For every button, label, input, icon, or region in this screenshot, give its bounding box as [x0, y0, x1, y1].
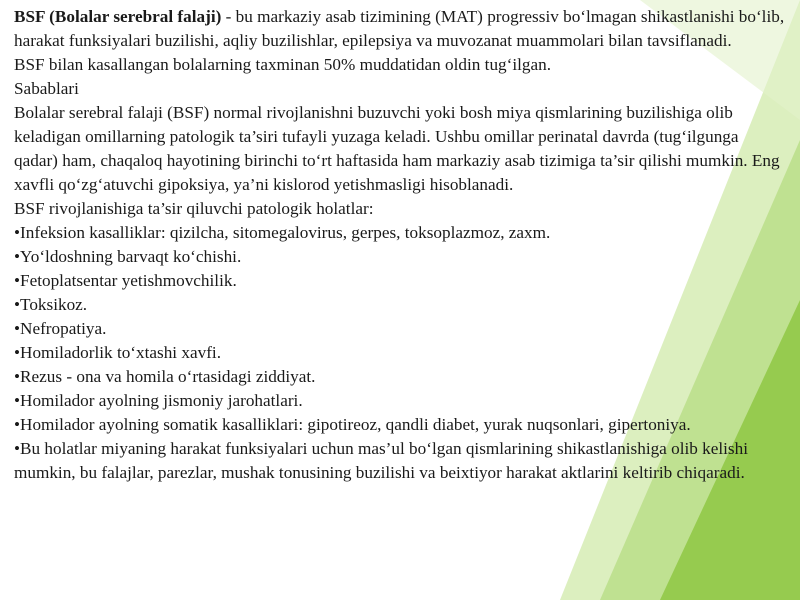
causes-heading: Sabablari [14, 79, 79, 98]
condition-item: • Yo‘ldoshning barvaqt ko‘chishi. [14, 245, 786, 269]
term-definition: - bu markaziy asab tizimining (MAT) progressiv bo‘lmagan shikastlanishi bo‘lib, harakat funksiyalari buzilishi, aqliy buzilishlar, epilepsiya va muvozanat muammolari bilan tavsiflanadi. [14, 7, 785, 50]
condition-item: • Homiladorlik to‘xtashi xavfi. [14, 341, 786, 365]
closing-paragraph: • Bu holatlar miyaning harakat funksiyalari uchun mas’ul bo‘lgan qismlarining shikastlanishiga olib kelishi mumkin, bu falajlar, parezlar, mushak tonusining buzilishi va beixtiyor harakat aktlarini keltirib chiqaradi. [14, 437, 786, 485]
causes-paragraph: Bolalar serebral falaji (BSF) normal rivojlanishni buzuvchi yoki bosh miya qismlarining buzilishiga olib keladigan omillarning patologik ta’siri tufayli yuzaga keladi. Ushbu omillar perinatal davrda (tug‘ilgunga qadar) ham, chaqaloq hayotining birinchi to‘rt haftasida ham markaziy asab tizimiga ta’sir qilishi mumkin. Eng xavfli qo‘zg‘atuvchi gipoksiya, ya’ni kislorod yetishmasligi hisoblanadi. [14, 103, 780, 194]
conditions-heading: BSF rivojlanishiga ta’sir qiluvchi patologik holatlar: [14, 199, 374, 218]
condition-item: • Rezus - ona va homila o‘rtasidagi ziddiyat. [14, 365, 786, 389]
term-title: BSF (Bolalar serebral falaji) [14, 7, 222, 26]
condition-item: • Toksikoz. [14, 293, 786, 317]
condition-item: • Nefropatiya. [14, 317, 786, 341]
condition-item: • Homilador ayolning somatik kasalliklari: gipotireoz, qandli diabet, yurak nuqsonlari, gipertoniya. [14, 413, 786, 437]
intro-paragraph [14, 5, 786, 53]
condition-item: • Fetoplatsentar yetishmovchilik. [14, 269, 786, 293]
condition-item: • Homilador ayolning jismoniy jarohatlari. [14, 389, 786, 413]
statistic-line: BSF bilan kasallangan bolalarning taxminan 50% muddatidan oldin tug‘ilgan. [14, 55, 552, 74]
condition-item: • Infeksion kasalliklar: qizilcha, sitomegalovirus, gerpes, toksoplazmoz, zaxm. [14, 221, 786, 245]
slide-text-body [14, 5, 786, 485]
